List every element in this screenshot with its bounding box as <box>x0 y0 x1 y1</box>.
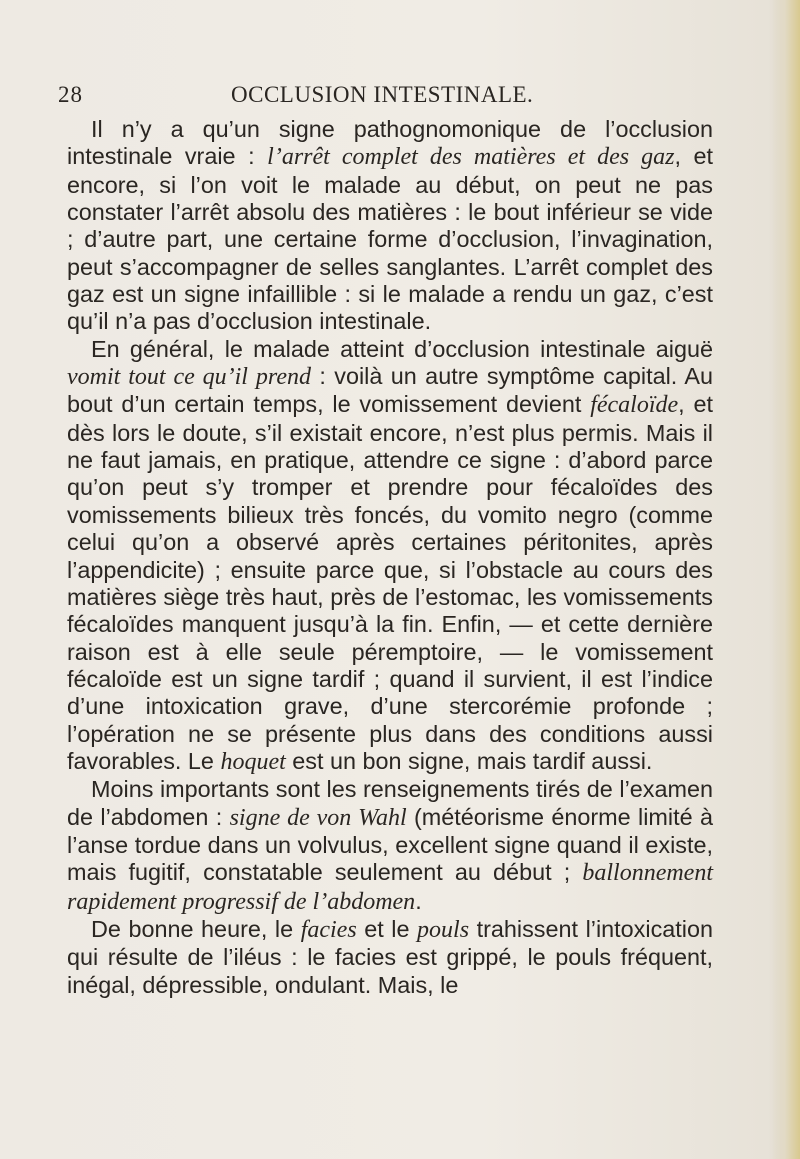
italic-run: facies <box>300 916 357 943</box>
text-run: . <box>415 887 422 914</box>
text-run: : voilà un autre symptôme capital. Au bout d’un certain temps, le vomissement devient <box>67 363 714 418</box>
page-number: 28 <box>58 82 83 107</box>
text-run: , et encore, si l’on voit le malade au début, on peut ne pas constater l’arrêt absolu des matières : le bout inférieur se vide ; d’autre part, une certaine forme d’occlusion, l’invagination, peut s’accompagner de selles sanglantes. L’arrêt complet des gaz est un signe infaillible : si le malade a rendu un gaz, c’est qu’il n’a pas d’occlusion intestinale. <box>67 143 713 335</box>
running-title: OCCLUSION INTESTINALE. <box>231 82 534 107</box>
text-run: trahissent l’intoxication qui résulte de l’iléus : le facies est grippé, le pouls fréquent, inégal, dépressible, ondulant. Mais, le <box>67 915 713 998</box>
italic-run: ballonnement rapidement progressif de l’abdomen <box>67 860 713 915</box>
text-run: En général, le malade atteint d’occlusion intestinale aiguë <box>91 335 713 362</box>
body-text <box>67 116 713 999</box>
page-header <box>58 82 738 112</box>
paragraph <box>67 776 713 916</box>
paragraph <box>67 916 713 999</box>
text-run: (météorisme énorme limité à l’anse tordue dans un volvulus, excellent signe quand il existe, mais fugitif, constatable seulement au début ; <box>67 803 713 886</box>
text-run: Moins importants sont les renseignements tirés de l’examen de l’abdomen : <box>67 776 713 830</box>
text-run: De bonne heure, le <box>91 915 301 942</box>
text-run: est un bon signe, mais tardif aussi. <box>285 747 653 774</box>
italic-run: signe de von Wahl <box>229 804 407 831</box>
text-run: Il n’y a qu’un signe pathognomonique de l’occlusion intestinale vraie : <box>67 116 713 170</box>
italic-run: l’arrêt complet des matières et des gaz <box>267 144 675 171</box>
page-edge-shadow <box>772 0 800 1159</box>
text-run: , et dès lors le doute, s’il existait encore, n’est plus permis. Mais il ne faut jamais, en pratique, attendre ce signe : d’abord parce qu’on peut s’y tromper et prendre pour fécaloïdes des vomissements bilieux très foncés, du vomito negro (comme celui qu’on a observé après certaines péritonites, après l’appendicite) ; ensuite parce que, si l’obstacle au cours des matières siège très haut, près de l’estomac, les vomissements fécaloïdes manquent jusqu’à la fin. Enfin, — et cette dernière raison est à elle seule péremptoire, — le vomissement fécaloïde est un signe tardif ; quand il survient, il est l’indice d’une intoxication grave, d’une stercorémie profonde ; l’opération ne se présente plus dans des conditions aussi favorables. Le <box>67 391 713 774</box>
paragraph <box>67 116 713 336</box>
text-run: et le <box>356 915 418 942</box>
paragraph <box>67 336 713 777</box>
italic-run: fécaloïde <box>590 392 679 419</box>
italic-run: vomit tout ce qu’il prend <box>67 364 311 391</box>
italic-run: pouls <box>417 916 470 943</box>
italic-run: hoquet <box>220 748 286 775</box>
